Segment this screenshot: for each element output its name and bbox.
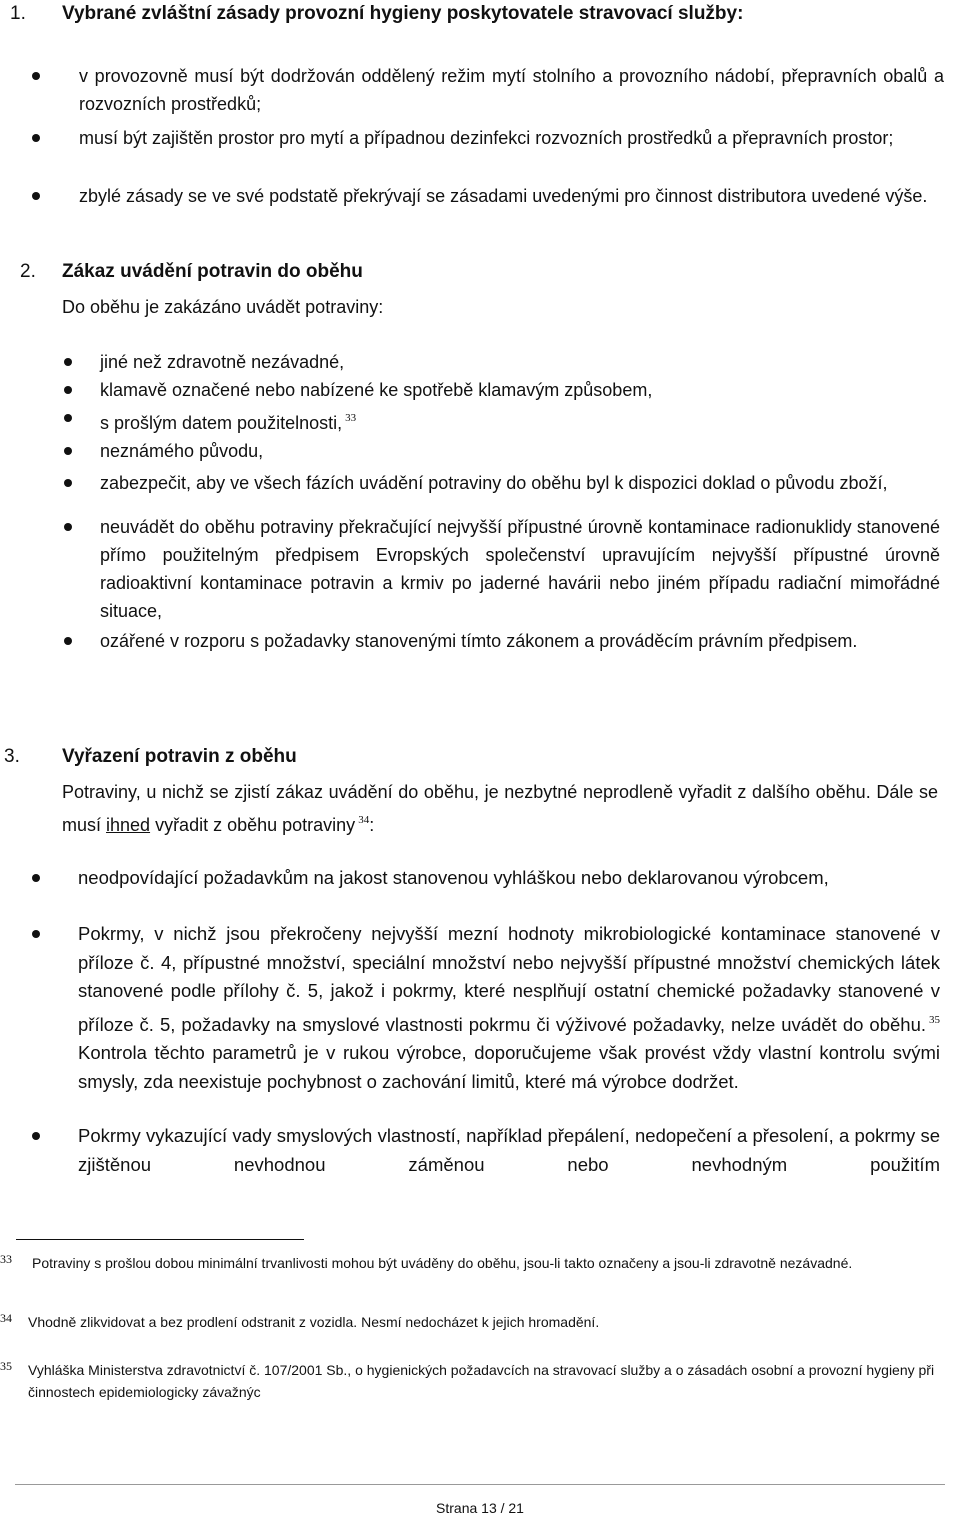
section-3-number: 3. xyxy=(4,746,20,767)
list-item: ozářené v rozporu s požadavky stanovenými tímto zákonem a prováděcím právním předpisem. xyxy=(60,627,940,655)
section-2-list xyxy=(60,348,940,655)
bullet-icon xyxy=(32,930,40,938)
document-page: 1. Vybrané zvláštní zásady provozní hygieny poskytovatele stravovací služby: v provozovně musí být dodržován oddělený režim mytí stolního a provozního nádobí, přepravních obalů a rozvozních prostředků; musí být zajištěn prostor pro mytí a případnou dezinfekci rozvozních prostředků a přepravních prostor; zbylé zásady se ve své podstatě překrývají se zásadami uvedenými pro činnost distributora uvedené výše. 2. Zákaz uvádění potravin do oběhu Do oběhu je zakázáno uvádět potraviny: jiné než zdravotně nezávadné, klamavě označené nebo nabízené ke spotřebě klamavým způsobem, s prošlým datem použitelnosti, $^{33}$ neznámého původu, zabezpečit, aby ve všech fázích uvádění potraviny do oběhu byl k dispozici doklad o původu zboží, neuvádět do oběhu potraviny překračující nejvyšší přípustné úrovně kontaminace radionuklidy stanovené přímo použitelným předpisem Evropských společenství upravujícím nejvyšší přípustné úrovně radioaktivní kontaminace potravin a krmiv po jaderné havárii nebo jiném případu radiační mimořádné situace, ozářené v rozporu s požadavky stanovenými tímto zákonem a prováděcím právním předpisem. 3. Vyřazení potravin z oběhu Potraviny, u nichž se zjistí zákaz uvádění do oběhu, je nezbytné neprodleně vyřadit z dalšího oběhu. Dále se musí ihned vyřadit z oběhu potraviny $^{34}$: neodpovídající požadavkům na jakost stanovenou vyhláškou nebo deklarovanou výrobcem, Pokrmy, v nichž jsou překročeny nejvyšší mezní hodnoty mikrobiologické kontaminace stanovené v příloze č. 4, přípustné množství, speciální množství nebo nejvyšší přípustné množství chemických látek stanovené podle přílohy č. 5, jakož i pokrmy, které nesplňují ostatní chemické požadavky stanovené v příloze č. 5, požadavky na smyslové vlastnosti pokrmu či výživové požadavky, nelze uvádět do oběhu. $^{35}$ Kontrola těchto parametrů je v rukou výrobce, doporučujeme však provést vždy vlastní kontrolu svými smysly, zda neexistuje pochybnost o zachování limitů, které má výrobce dodržet. Pokrmy vykazující vady smyslových vlastností, například přepálení, nedopečení a přesolení, a pokrmy se zjištěnou nevhodnou záměnou nebo nevhodným použitím 33 Potraviny s prošlou dobou minimální trvanlivosti mohou být uváděny do oběhu, jsou-li takto označeny a jsou-li zdravotně nezávadné. 34 Vhodně zlikvidovat a bez prodlení odstranit z vozidla. Nesmí nedocházet k jejich hromadění. 35 Vyhláška Ministerstva zdravotnictví č. 107/2001 Sb., o hygienických požadavcích na stravovací služby a o zásadách osobní a provozní hygieny při činnostech epidemiologicky závažnýc Strana 13 / 21 xyxy=(0,0,960,1519)
bullet-icon xyxy=(64,637,72,645)
section-3-intro: Potraviny, u nichž se zjistí zákaz uvádění do oběhu, je nezbytné neprodleně vyřadit z dalšího oběhu. Dále se musí ihned vyřadit z oběhu potraviny $^{34}$: xyxy=(62,782,938,835)
section-1-list xyxy=(24,62,944,238)
footnote-separator xyxy=(16,1239,304,1240)
bullet-icon xyxy=(64,414,72,422)
bullet-icon xyxy=(64,479,72,487)
footer-separator xyxy=(15,1484,945,1485)
bullet-icon xyxy=(64,523,72,531)
list-item: s prošlým datem použitelnosti, $^{33}$ xyxy=(60,404,940,437)
section-3-title: Vyřazení potravin z oběhu xyxy=(62,746,297,767)
bullet-icon xyxy=(32,72,40,80)
list-item: musí být zajištěn prostor pro mytí a případnou dezinfekci rozvozních prostředků a přepravních prostor; xyxy=(24,124,944,180)
list-item: Pokrmy vykazující vady smyslových vlastností, například přepálení, nedopečení a přesolení, a pokrmy se zjištěnou nevhodnou záměnou nebo nevhodným použitím xyxy=(24,1122,940,1179)
footnote-ref[interactable]: 34 xyxy=(358,814,370,826)
section-2-intro: Do oběhu je zakázáno uvádět potraviny: xyxy=(62,297,384,317)
bullet-icon xyxy=(64,386,72,394)
list-item: neuvádět do oběhu potraviny překračující nejvyšší přípustné úrovně kontaminace radionuklidy stanovené přímo použitelným předpisem Evropských společenství upravujícím nejvyšší přípustné úrovně radioaktivní kontaminace potravin a krmiv po jaderné havárii nebo jiném případu radiační mimořádné situace, xyxy=(60,513,940,625)
footnote-ref[interactable]: 33 xyxy=(345,412,357,424)
list-item: jiné než zdravotně nezávadné, xyxy=(60,348,940,376)
footnote-ref[interactable]: 35 xyxy=(929,1013,940,1026)
section-3-list xyxy=(24,864,940,1179)
list-item: Pokrmy, v nichž jsou překročeny nejvyšší mezní hodnoty mikrobiologické kontaminace stanovené v příloze č. 4, přípustné množství, speciální množství nebo nejvyšší přípustné množství chemických látek stanovené podle přílohy č. 5, jakož i pokrmy, které nesplňují ostatní chemické požadavky stanovené v příloze č. 5, požadavky na smyslové vlastnosti pokrmu či výživové požadavky, nelze uvádět do oběhu. $^{35}$ Kontrola těchto parametrů je v rukou výrobce, doporučujeme však provést vždy vlastní kontrolu svými smysly, zda neexistuje pochybnost o zachování limitů, které má výrobce dodržet. xyxy=(24,920,940,1096)
page-number: Strana 13 / 21 xyxy=(436,1500,524,1516)
bullet-icon xyxy=(32,134,40,142)
list-item: klamavě označené nebo nabízené ke spotřebě klamavým způsobem, xyxy=(60,376,940,404)
section-1-title: Vybrané zvláštní zásady provozní hygieny poskytovatele stravovací služby: xyxy=(62,3,744,24)
list-item: neodpovídající požadavkům na jakost stanovenou vyhláškou nebo deklarovanou výrobcem, xyxy=(24,864,940,892)
bullet-icon xyxy=(64,358,72,366)
section-2-title: Zákaz uvádění potravin do oběhu xyxy=(62,261,363,282)
bullet-icon xyxy=(32,1132,40,1140)
bullet-icon xyxy=(32,874,40,882)
bullet-icon xyxy=(32,192,40,200)
bullet-icon xyxy=(64,447,72,455)
list-item: v provozovně musí být dodržován oddělený režim mytí stolního a provozního nádobí, přepravních obalů a rozvozních prostředků; xyxy=(24,62,944,118)
list-item: zabezpečit, aby ve všech fázích uvádění potraviny do oběhu byl k dispozici doklad o původu zboží, xyxy=(60,469,940,497)
list-item: neznámého původu, xyxy=(60,437,940,465)
list-item: zbylé zásady se ve své podstatě překrývají se zásadami uvedenými pro činnost distributora uvedené výše. xyxy=(24,182,944,238)
section-2-number: 2. xyxy=(20,261,36,282)
section-1-number: 1. xyxy=(10,3,26,24)
